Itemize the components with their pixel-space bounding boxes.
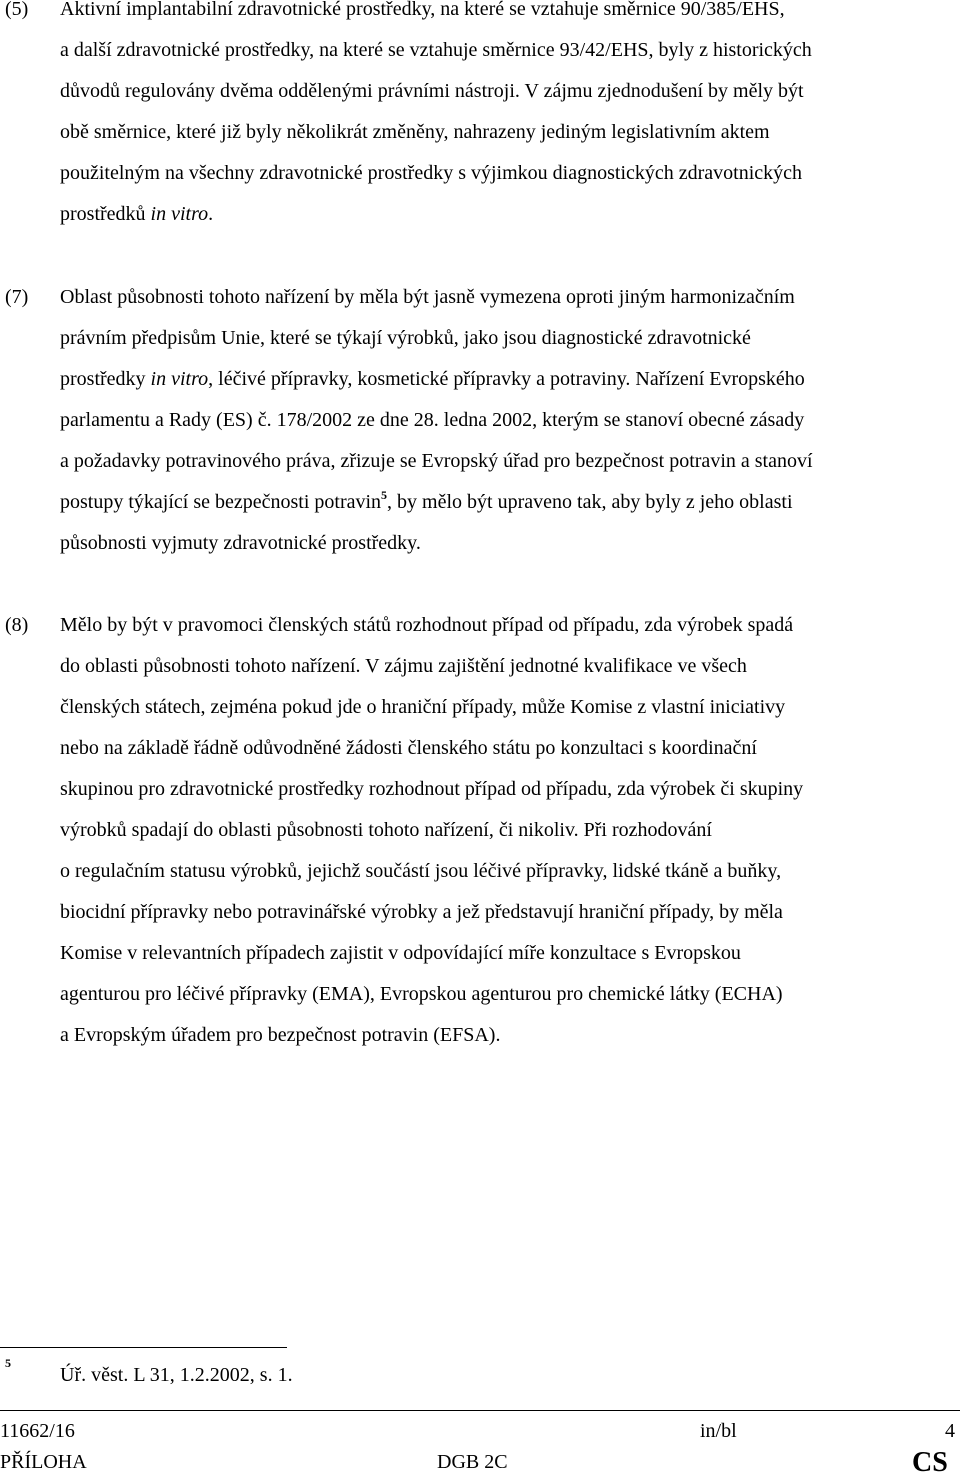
page-number: 4 <box>945 1420 955 1442</box>
footnote-separator <box>0 1347 287 1348</box>
document-number: 11662/16 <box>0 1420 75 1442</box>
paragraph-line: právním předpisům Unie, které se týkají výrobků, jako jsou diagnostické zdravotnické <box>60 327 751 349</box>
paragraph-line <box>60 488 793 514</box>
footer-separator <box>0 1410 960 1411</box>
text-run: postupy týkající se bezpečnosti potravin <box>60 491 382 513</box>
paragraph-line: Oblast působnosti tohoto nařízení by měla být jasně vymezena oproti jiným harmonizačním <box>60 286 795 308</box>
paragraph-number: (7) <box>5 286 29 308</box>
footnote-text: Úř. věst. L 31, 1.2.2002, s. 1. <box>60 1364 293 1386</box>
annex-label: PŘÍLOHA <box>0 1451 87 1473</box>
paragraph-line: členských státech, zejména pokud jde o hraniční případy, může Komise z vlastní iniciativy <box>60 696 786 718</box>
paragraph-line: důvodů regulovány dvěma oddělenými právními nástroji. V zájmu zjednodušení by měly být <box>60 80 804 102</box>
paragraph-line: a požadavky potravinového práva, zřizuje se Evropský úřad pro bezpečnost potravin a stanoví <box>60 450 813 472</box>
text-run: , by mělo být upraveno tak, aby byly z jeho oblasti <box>387 491 793 513</box>
paragraph-line: o regulačním statusu výrobků, jejichž součástí jsou léčivé přípravky, lidské tkáně a buňky, <box>60 860 782 882</box>
italic-term: in vitro <box>150 203 209 225</box>
paragraph-line <box>60 203 213 226</box>
paragraph-line: výrobků spadají do oblasti působnosti tohoto nařízení, či nikoliv. Při rozhodování <box>60 819 712 841</box>
author-initials: in/bl <box>700 1420 737 1442</box>
text-run: prostředků <box>60 203 151 225</box>
paragraph-line: obě směrnice, které již byly několikrát změněny, nahrazeny jediným legislativním aktem <box>60 121 770 143</box>
footnote-reference[interactable]: 5 <box>381 488 388 502</box>
paragraph-line: biocidní přípravky nebo potravinářské výrobky a jež představují hraniční případy, by měla <box>60 901 783 923</box>
footnote-number: 5 <box>5 1356 11 1370</box>
paragraph-number: (5) <box>5 0 29 20</box>
paragraph-line: působnosti vyjmuty zdravotnické prostředky. <box>60 532 421 554</box>
paragraph-line: Komise v relevantních případech zajistit v odpovídající míře konzultace s Evropskou <box>60 942 741 964</box>
paragraph-line <box>60 368 805 391</box>
paragraph-number: (8) <box>5 614 29 636</box>
paragraph-line: Mělo by být v pravomoci členských států rozhodnout případ od případu, zda výrobek spadá <box>60 614 794 636</box>
paragraph-line: parlamentu a Rady (ES) č. 178/2002 ze dne 28. ledna 2002, kterým se stanoví obecné zásady <box>60 409 805 431</box>
text-run: , léčivé přípravky, kosmetické přípravky a potraviny. Nařízení Evropského <box>208 368 805 390</box>
paragraph-line: nebo na základě řádně odůvodněné žádosti členského státu po konzultaci s koordinační <box>60 737 757 759</box>
language-code: CS <box>912 1447 948 1478</box>
text-run: . <box>208 203 214 225</box>
paragraph-line: a Evropským úřadem pro bezpečnost potravin (EFSA). <box>60 1024 501 1046</box>
paragraph-line: Aktivní implantabilní zdravotnické prostředky, na které se vztahuje směrnice 90/385/EHS, <box>60 0 785 20</box>
department-code: DGB 2C <box>437 1451 508 1473</box>
text-run: prostředky <box>60 368 151 390</box>
paragraph-line: agenturou pro léčivé přípravky (EMA), Evropskou agenturou pro chemické látky (ECHA) <box>60 983 783 1005</box>
paragraph-line: a další zdravotnické prostředky, na které se vztahuje směrnice 93/42/EHS, byly z historických <box>60 39 812 61</box>
paragraph-line: do oblasti působnosti tohoto nařízení. V zájmu zajištění jednotné kvalifikace ve všech <box>60 655 747 677</box>
paragraph-line: skupinou pro zdravotnické prostředky rozhodnout případ od případu, zda výrobek či skupiny <box>60 778 804 800</box>
paragraph-line: použitelným na všechny zdravotnické prostředky s výjimkou diagnostických zdravotnických <box>60 162 803 184</box>
italic-term: in vitro <box>150 368 209 390</box>
